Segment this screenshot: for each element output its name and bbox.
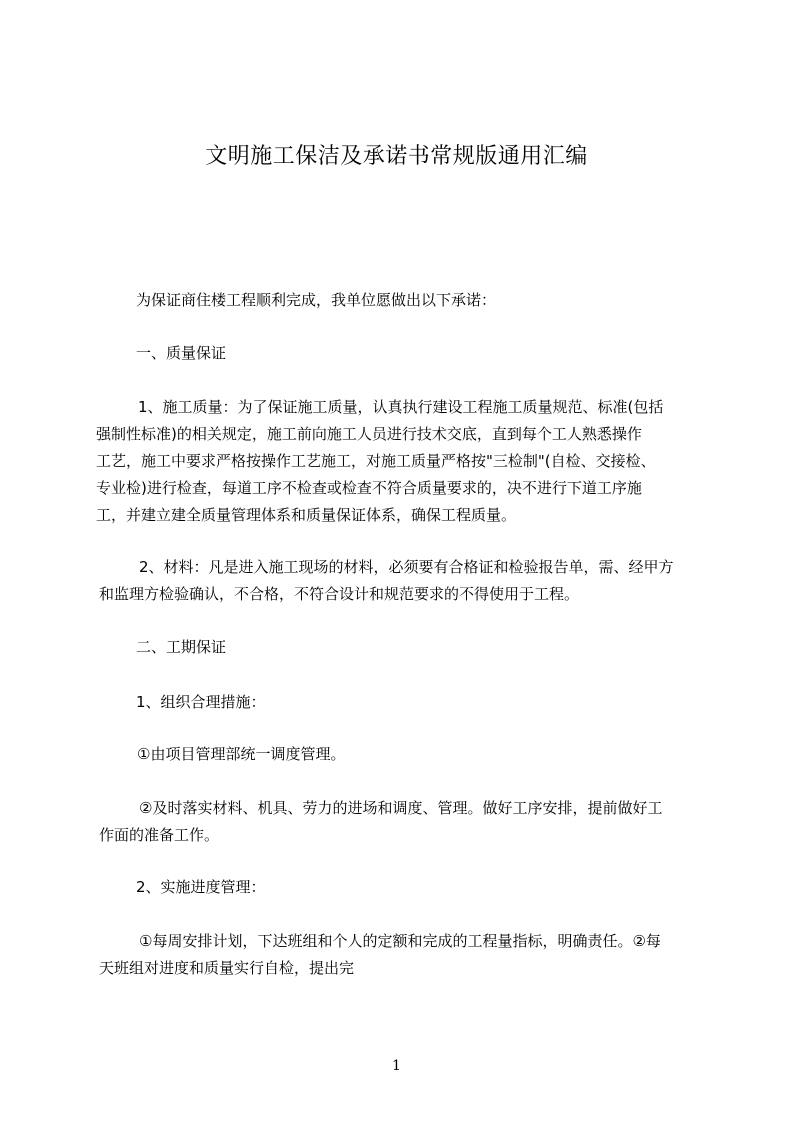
text-line: 和监理方检验确认，不合格，不符合设计和规范要求的不得使用于工程。 <box>99 585 580 603</box>
text-line: 2、材料：凡是进入施工现场的材料，必须要有合格证和检验报告单，需、经甲方 <box>139 558 674 576</box>
schedule-item-unified-dispatch <box>137 741 749 768</box>
quality-item-materials <box>99 554 711 608</box>
text-line: ①由项目管理部统一调度管理。 <box>137 745 346 763</box>
page-number: 1 <box>392 1058 401 1074</box>
schedule-sub-heading-progress <box>136 874 748 901</box>
text-line: 强制性标准)的相关规定，施工前向施工人员进行技术交底，直到每个工人熟悉操作 <box>96 425 642 443</box>
text-line: ①每周安排计划，下达班组和个人的定额和完成的工程量指标，明确责任。②每 <box>139 932 661 950</box>
text-line: 工艺，施工中要求严格按操作工艺施工，对施工质量严格按"三检制"(自检、交接检、 <box>96 452 656 470</box>
schedule-item-resources <box>99 795 711 849</box>
text-line: 2、实施进度管理： <box>136 878 266 896</box>
schedule-item-weekly-plan <box>99 928 711 982</box>
text-line: 1、组织合理措施： <box>136 693 266 711</box>
document-title: 文明施工保洁及承诺书常规版通用汇编 <box>205 144 588 169</box>
text-line: 为保证商住楼工程顺利完成，我单位愿做出以下承诺： <box>136 291 497 309</box>
text-line: 一、质量保证 <box>136 344 227 362</box>
text-line: 工，并建立建全质量管理体系和质量保证体系，确保工程质量。 <box>96 506 517 524</box>
text-line: 天班组对进度和质量实行自检，提出完 <box>99 959 355 977</box>
intro-paragraph <box>136 287 748 314</box>
section-heading-schedule <box>136 634 748 661</box>
section-heading-quality <box>136 340 748 367</box>
schedule-sub-heading-organization <box>136 689 748 716</box>
text-line: ②及时落实材料、机具、劳力的进场和调度、管理。做好工序安排，提前做好工 <box>139 799 663 817</box>
quality-item-construction <box>96 394 708 529</box>
text-line: 专业检)进行检查，每道工序不检查或检查不符合质量要求的，决不进行下道工序施 <box>96 479 642 497</box>
text-line: 二、工期保证 <box>136 638 227 656</box>
text-line: 作面的准备工作。 <box>99 826 220 844</box>
text-line: 1、施工质量：为了保证施工质量，认真执行建设工程施工质量规范、标准(包括 <box>138 398 664 416</box>
